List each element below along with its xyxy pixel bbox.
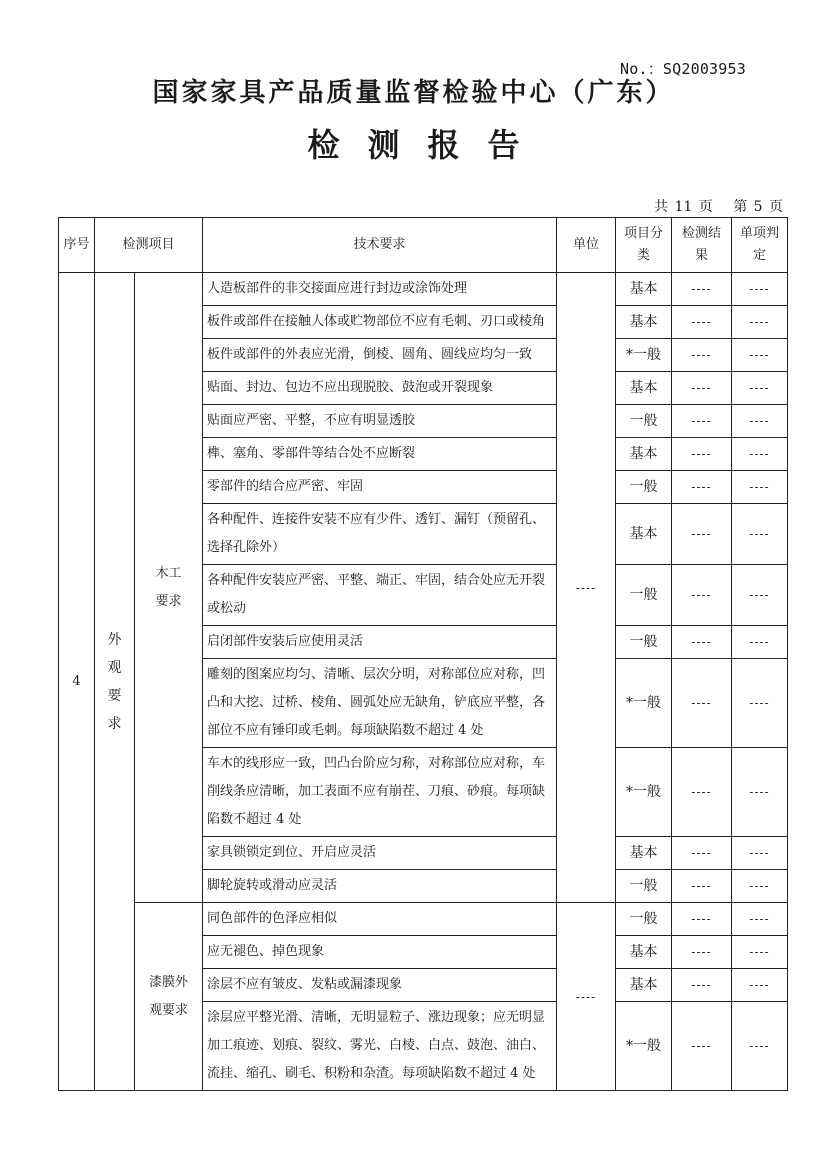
result-value: ---- — [672, 438, 732, 471]
judgement-value: ---- — [732, 471, 788, 504]
result-value: ---- — [672, 504, 732, 565]
requirement-text: 应无褪色、掉色现象 — [203, 936, 557, 969]
group-label: 漆膜外 观要求 — [135, 903, 203, 1091]
judgement-value: ---- — [732, 273, 788, 306]
classification-value: 基本 — [616, 438, 672, 471]
result-value: ---- — [672, 306, 732, 339]
inspection-table — [58, 217, 788, 1091]
requirement-text: 脚轮旋转或滑动应灵活 — [203, 870, 557, 903]
result-value: ---- — [672, 372, 732, 405]
header-item: 检测项目 — [95, 218, 203, 273]
requirement-text: 板件或部件的外表应光滑，倒棱、圆角、圆线应均匀一致 — [203, 339, 557, 372]
judgement-value: ---- — [732, 438, 788, 471]
result-value: ---- — [672, 405, 732, 438]
category-label: 外 观 要 求 — [95, 273, 135, 1091]
judgement-value: ---- — [732, 565, 788, 626]
current-page: 第 5 页 — [733, 199, 783, 215]
requirement-text: 各种配件安装应严密、平整、端正、牢固，结合处应无开裂或松动 — [203, 565, 557, 626]
requirement-text: 贴面、封边、包边不应出现脱胶、鼓泡或开裂现象 — [203, 372, 557, 405]
document-title: 检测报告 — [307, 126, 548, 164]
judgement-value: ---- — [732, 306, 788, 339]
result-value: ---- — [672, 339, 732, 372]
judgement-value: ---- — [732, 870, 788, 903]
seq-number: 4 — [59, 273, 95, 1091]
header-classification: 项目分类 — [616, 218, 672, 273]
judgement-value: ---- — [732, 1002, 788, 1091]
result-value: ---- — [672, 273, 732, 306]
requirement-text: 零部件的结合应严密、牢固 — [203, 471, 557, 504]
result-value: ---- — [672, 837, 732, 870]
classification-value: 基本 — [616, 273, 672, 306]
result-value: ---- — [672, 748, 732, 837]
header-unit: 单位 — [557, 218, 616, 273]
requirement-text: 涂层不应有皱皮、发粘或漏漆现象 — [203, 969, 557, 1002]
total-pages: 共 11 页 — [654, 199, 713, 215]
classification-value: 基本 — [616, 936, 672, 969]
page-info — [640, 196, 783, 216]
result-value: ---- — [672, 659, 732, 748]
requirement-text: 人造板部件的非交接面应进行封边或涂饰处理 — [203, 273, 557, 306]
requirement-text: 雕刻的图案应均匀、清晰、层次分明，对称部位应对称，凹凸和大挖、过桥、棱角、圆弧处应无缺角，铲底应平整，各部位不应有锤印或毛刺。每项缺陷数不超过 4 处 — [203, 659, 557, 748]
classification-value: 一般 — [616, 626, 672, 659]
classification-value: 一般 — [616, 870, 672, 903]
unit-value: ---- — [557, 903, 616, 1091]
result-value: ---- — [672, 936, 732, 969]
judgement-value: ---- — [732, 405, 788, 438]
header-result: 检测结果 — [672, 218, 732, 273]
requirement-text: 榫、塞角、零部件等结合处不应断裂 — [203, 438, 557, 471]
result-value: ---- — [672, 870, 732, 903]
judgement-value: ---- — [732, 903, 788, 936]
requirement-text: 启闭部件安装后应使用灵活 — [203, 626, 557, 659]
classification-value: 一般 — [616, 903, 672, 936]
table-header-row — [59, 218, 788, 273]
classification-value: *一般 — [616, 1002, 672, 1091]
judgement-value: ---- — [732, 372, 788, 405]
requirement-text: 贴面应严密、平整，不应有明显透胶 — [203, 405, 557, 438]
requirement-text: 各种配件、连接件安装不应有少件、透钉、漏钉（预留孔、选择孔除外） — [203, 504, 557, 565]
result-value: ---- — [672, 471, 732, 504]
judgement-value: ---- — [732, 626, 788, 659]
requirement-text: 同色部件的色泽应相似 — [203, 903, 557, 936]
classification-value: *一般 — [616, 748, 672, 837]
table-row — [59, 273, 788, 306]
classification-value: 一般 — [616, 405, 672, 438]
report-number: No.：SQ2003953 — [620, 60, 746, 78]
requirement-text: 家具锁锁定到位、开启应灵活 — [203, 837, 557, 870]
header-judgement: 单项判定 — [732, 218, 788, 273]
organization-title: 国家家具产品质量监督检验中心（广东） — [152, 78, 675, 108]
result-value: ---- — [672, 626, 732, 659]
group-label: 木工 要求 — [135, 273, 203, 903]
classification-value: 一般 — [616, 565, 672, 626]
requirement-text: 车木的线形应一致，凹凸台阶应匀称，对称部位应对称，车削线条应清晰，加工表面不应有崩茬、刀痕、砂痕。每项缺陷数不超过 4 处 — [203, 748, 557, 837]
judgement-value: ---- — [732, 339, 788, 372]
classification-value: 基本 — [616, 306, 672, 339]
header-seq: 序号 — [59, 218, 95, 273]
table-row — [59, 903, 788, 936]
classification-value: 基本 — [616, 969, 672, 1002]
judgement-value: ---- — [732, 969, 788, 1002]
classification-value: *一般 — [616, 339, 672, 372]
classification-value: 基本 — [616, 837, 672, 870]
judgement-value: ---- — [732, 659, 788, 748]
result-value: ---- — [672, 565, 732, 626]
classification-value: 一般 — [616, 471, 672, 504]
judgement-value: ---- — [732, 748, 788, 837]
unit-value: ---- — [557, 273, 616, 903]
requirement-text: 板件或部件在接触人体或贮物部位不应有毛刺、刃口或棱角 — [203, 306, 557, 339]
judgement-value: ---- — [732, 936, 788, 969]
judgement-value: ---- — [732, 504, 788, 565]
result-value: ---- — [672, 903, 732, 936]
requirement-text: 涂层应平整光滑、清晰，无明显粒子、涨边现象；应无明显加工痕迹、划痕、裂纹、雾光、白棱、白点、鼓泡、油白、流挂、缩孔、刷毛、积粉和杂渣。每项缺陷数不超过 4 处 — [203, 1002, 557, 1091]
table-body — [59, 273, 788, 1091]
result-value: ---- — [672, 1002, 732, 1091]
classification-value: 基本 — [616, 504, 672, 565]
classification-value: *一般 — [616, 659, 672, 748]
classification-value: 基本 — [616, 372, 672, 405]
judgement-value: ---- — [732, 837, 788, 870]
result-value: ---- — [672, 969, 732, 1002]
header-requirement: 技术要求 — [203, 218, 557, 273]
